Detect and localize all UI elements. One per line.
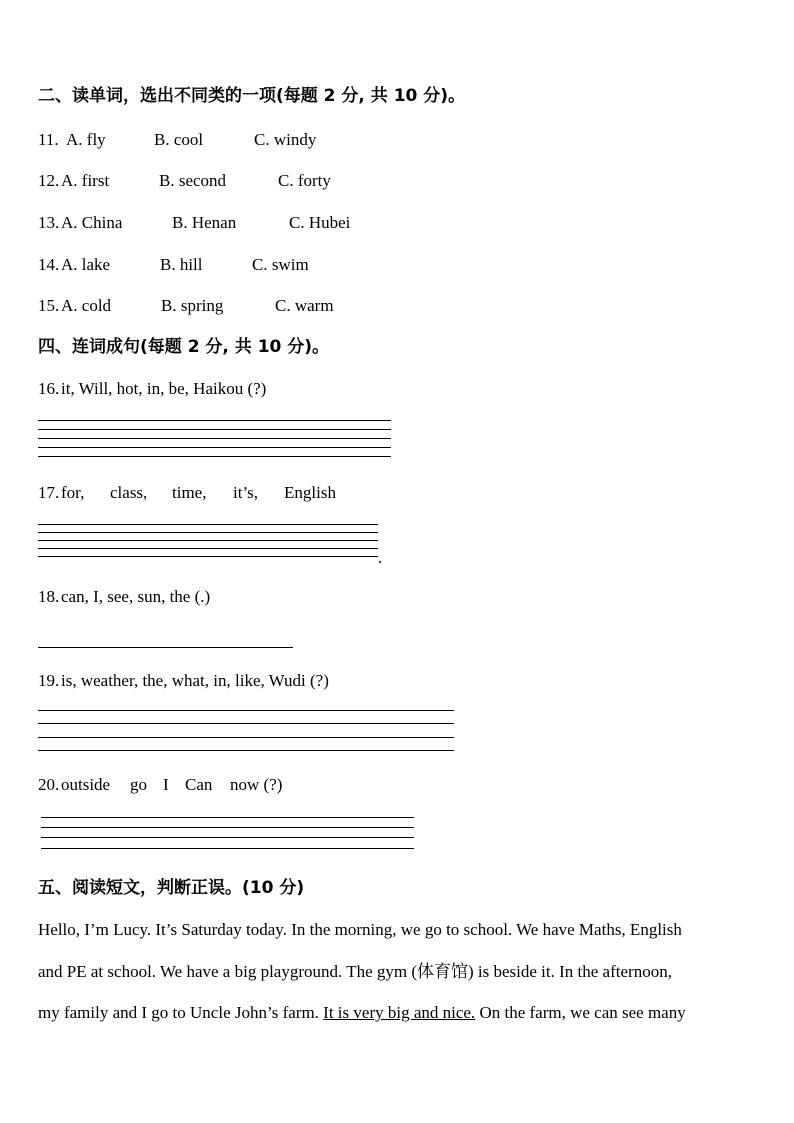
word: time, [172,483,207,502]
option-b: B. hill [160,255,203,274]
option-b: B. Henan [172,213,237,232]
question-number: 13. [38,213,60,232]
answer-line [38,737,454,738]
option-c: C. Hubei [289,213,351,232]
answer-line [38,532,378,533]
answer-line [38,548,378,549]
question-number: 19. [38,671,60,690]
passage-text: On the farm, we can see many [475,1003,686,1022]
option-c: C. swim [252,255,309,274]
answer-line [38,647,293,648]
word: class, [110,483,148,502]
answer-line [41,848,414,849]
answer-line [38,556,378,557]
word: outside [61,775,111,794]
word: for, [61,483,85,502]
period-mark: . [378,548,383,567]
answer-line [38,540,378,541]
answer-line [41,817,414,818]
word: it’s, [233,483,259,502]
section-2-title: 二、读单词，选出不同类的一项(每题 2 分, 共 10 分)。 [38,86,466,106]
word: Can [185,775,213,794]
scrambled-words: is, weather, the, what, in, like, Wudi (?) [61,671,329,690]
answer-line [41,827,414,828]
answer-line [41,837,414,838]
passage-line-2: and PE at school. We have a big playground. The gym (体育馆) is beside it. In the afternoon, [38,962,672,981]
answer-line [38,456,391,457]
question-number: 17. [38,483,60,502]
question-number: 16. [38,379,60,398]
option-a: A. first [61,171,110,190]
scrambled-words: can, I, see, sun, the (.) [61,587,211,606]
scrambled-words: it, Will, hot, in, be, Haikou (?) [61,379,267,398]
answer-line [38,710,454,711]
section-5-title: 五、阅读短文，判断正误。(10 分) [38,878,305,898]
question-number: 12. [38,171,60,190]
passage-line-1: Hello, I’m Lucy. It’s Saturday today. In the morning, we go to school. We have Maths, English [38,920,682,939]
question-number: 15. [38,296,60,315]
question-number: 20. [38,775,60,794]
question-number: 11. [38,130,59,149]
answer-line [38,750,454,751]
question-number: 18. [38,587,60,606]
option-c: C. windy [254,130,317,149]
word: I [163,775,169,794]
answer-line [38,447,391,448]
option-c: C. forty [278,171,331,190]
section-4-title: 四、连词成句(每题 2 分, 共 10 分)。 [38,337,330,357]
option-b: B. spring [161,296,224,315]
answer-line [38,723,454,724]
option-a: A. China [61,213,123,232]
passage-text: my family and I go to Uncle John’s farm. [38,1003,324,1022]
answer-line [38,420,391,421]
answer-line [38,438,391,439]
option-a: A. fly [66,130,106,149]
option-b: B. second [159,171,227,190]
word: English [284,483,336,502]
answer-line [38,524,378,525]
option-b: B. cool [154,130,204,149]
option-a: A. lake [61,255,111,274]
word: now (?) [230,775,283,794]
question-number: 14. [38,255,60,274]
passage-line-3 [38,1003,686,1023]
option-a: A. cold [61,296,112,315]
underlined-sentence: It is very big and nice. [323,1003,476,1022]
word: go [130,775,147,794]
answer-line [38,429,391,430]
option-c: C. warm [275,296,334,315]
